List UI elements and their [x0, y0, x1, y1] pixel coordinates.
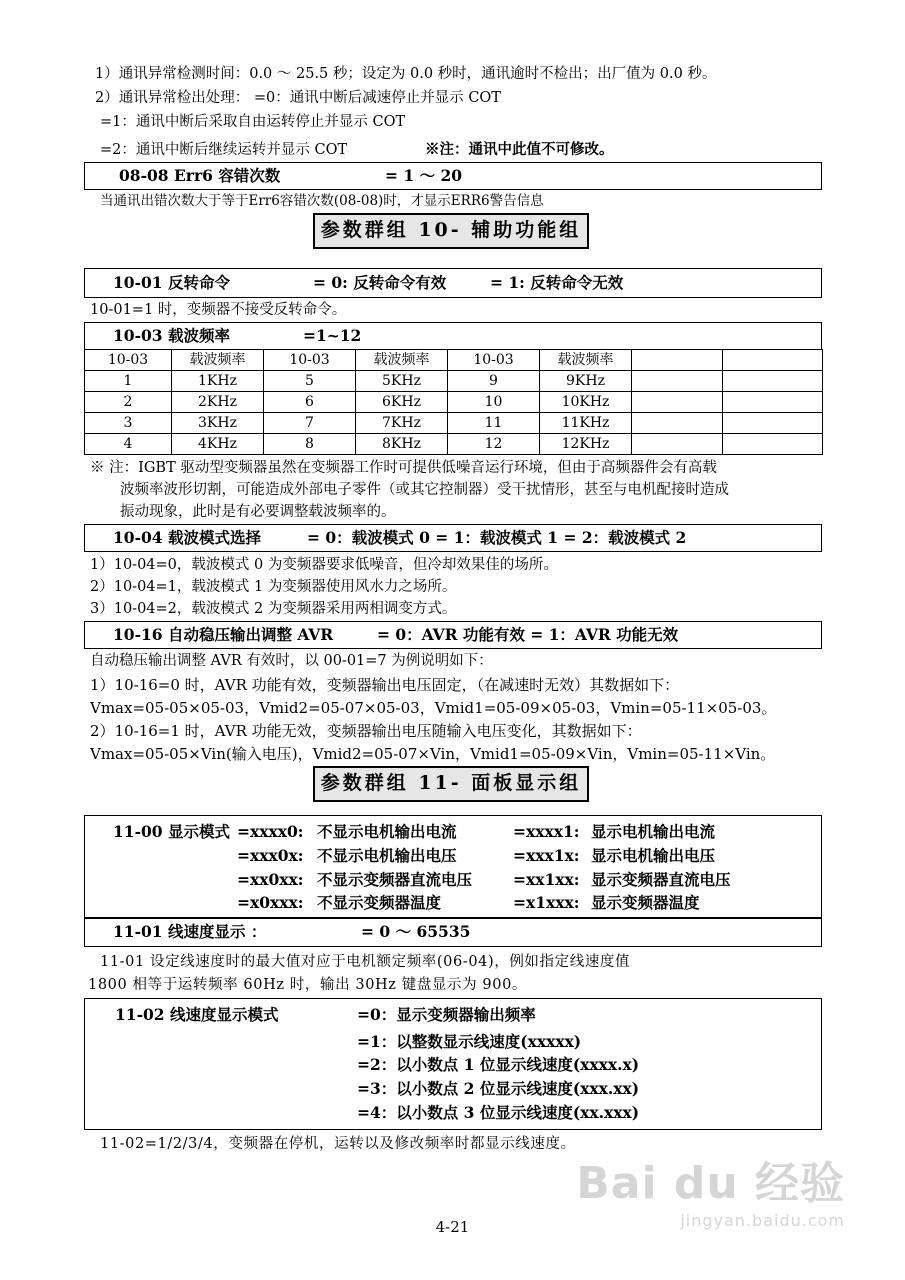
table-row	[85, 434, 823, 455]
param-11-01-range: = 0 ～ 65535	[361, 922, 471, 941]
table-cell: 1	[85, 371, 172, 392]
option-label: 显示变频器温度	[591, 893, 700, 912]
option-label: 不显示电机输出电压	[317, 846, 457, 865]
param-11-01-desc-1: 11-01 设定线速度时的最大值对应于电机额定频率(06-04)，例如指定线速度值	[100, 954, 631, 970]
table-cell: 1KHz	[172, 371, 264, 392]
baidu-jingyan-watermark	[576, 1147, 845, 1230]
table-cell: 3	[85, 413, 172, 434]
table-cell: 12	[448, 434, 540, 455]
param-08-08-box	[84, 162, 822, 190]
option-code: =x0xxx:	[237, 893, 304, 912]
option-code: =xxxx1:	[513, 822, 580, 841]
table-empty-cell	[723, 371, 823, 392]
carrier-note-line-2: 波频率波形切割，可能造成外部电子零件（或其它控制器）受干扰情形，甚至与电机配接时造成	[120, 482, 729, 498]
param-10-16-options: = 0：AVR 功能有效 = 1：AVR 功能无效	[377, 625, 679, 644]
display-mode-option: =2：以小数点 1 位显示线速度(xxxx.x)	[357, 1055, 640, 1074]
table-cell: 5	[264, 371, 356, 392]
table-empty-cell	[723, 392, 823, 413]
table-cell: 10	[448, 392, 540, 413]
table-cell: 6KHz	[356, 392, 448, 413]
option-code: =xxxx0:	[237, 822, 304, 841]
carrier-note-line-3: 振动现象，此时是有必要调整载波频率的。	[120, 504, 396, 520]
table-cell: 8	[264, 434, 356, 455]
table-cell: 6	[264, 392, 356, 413]
comm-line-1: 1）通讯异常检测时间：0.0 ～ 25.5 秒；设定为 0.0 秒时，通讯逾时不检出；出厂值为 0.0 秒。	[95, 66, 717, 82]
param-10-01-opt1: = 1: 反转命令无效	[490, 273, 624, 292]
table-header-cell: 10-03	[264, 350, 356, 371]
param-11-02-title: 11-02 线速度显示模式	[115, 1005, 279, 1024]
param-10-16-desc-5: Vmax=05-05×Vin(输入电压)，Vmid2=05-07×Vin，Vmid1=05-09×Vin，Vmin=05-11×Vin。	[90, 745, 776, 763]
param-10-16-box	[84, 621, 822, 649]
watermark-logo: Bai du 经验	[576, 1158, 845, 1209]
display-mode-option: =4：以小数点 3 位显示线速度(xx.xxx)	[357, 1103, 640, 1122]
option-label: 不显示变频器温度	[317, 893, 442, 912]
param-10-16-desc-1: 自动稳压输出调整 AVR 有效时，以 00-01=7 为例说明如下：	[90, 653, 493, 669]
table-cell: 9	[448, 371, 540, 392]
option-code: =xxx1x:	[513, 846, 580, 865]
page-number: 4-21	[435, 1218, 470, 1236]
display-mode-option: =0：显示变频器输出频率	[357, 1005, 536, 1024]
comm-note: ※注：通讯中此值不可修改。	[425, 141, 614, 158]
param-10-16-desc-4: 2）10-16=1 时，AVR 功能无效，变频器输出电压随输入电压变化，其数据如下：	[90, 722, 642, 740]
table-cell: 4KHz	[172, 434, 264, 455]
param-10-01-title: 10-01 反转命令	[113, 273, 230, 292]
param-10-04-box	[84, 524, 822, 552]
table-empty-cell	[632, 350, 723, 371]
table-empty-cell	[723, 413, 823, 434]
table-empty-cell	[632, 413, 723, 434]
carrier-note-line-1: ※ 注：IGBT 驱动型变频器虽然在变频器工作时可提供低噪音运行环境，但由于高频器件会有高载	[90, 460, 717, 476]
param-10-04-desc-2: 2）10-04=1，载波模式 1 为变频器使用风水力之场所。	[90, 579, 457, 595]
param-11-01-desc-2: 1800 相等于运转频率 60Hz 时，输出 30Hz 键盘显示为 900。	[88, 977, 528, 993]
display-mode-option: =3：以小数点 2 位显示线速度(xxx.xx)	[357, 1079, 640, 1098]
table-cell: 2KHz	[172, 392, 264, 413]
param-10-03-title: 10-03 载波频率	[113, 326, 230, 345]
table-row	[85, 371, 823, 392]
table-empty-cell	[632, 434, 723, 455]
param-08-08-title: 08-08 Err6 容错次数	[119, 166, 281, 185]
param-10-04-title: 10-04 载波模式选择	[113, 528, 261, 547]
option-label: 不显示电机输出电流	[317, 822, 457, 841]
watermark-url: jingyan.baidu.com	[680, 1211, 845, 1230]
table-cell: 10KHz	[540, 392, 632, 413]
table-row	[85, 413, 823, 434]
param-10-04-desc-1: 1）10-04=0，载波模式 0 为变频器要求低噪音，但冷却效果佳的场所。	[90, 557, 558, 573]
table-cell: 3KHz	[172, 413, 264, 434]
option-label: 显示电机输出电流	[591, 822, 716, 841]
param-11-02-box	[84, 998, 822, 1130]
group-11-header: 参数群组 11- 面板显示组	[313, 766, 589, 802]
param-11-00-box	[84, 815, 822, 919]
table-header-cell: 10-03	[85, 350, 172, 371]
table-header-cell: 载波频率	[540, 350, 632, 371]
table-cell: 2	[85, 392, 172, 413]
table-empty-cell	[632, 392, 723, 413]
option-code: =xx1xx:	[513, 870, 580, 889]
comm-line-2: 2）通讯异常检出处理： =0：通讯中断后减速停止并显示 COT	[95, 90, 501, 106]
param-10-03-box	[84, 322, 822, 350]
table-empty-cell	[723, 350, 823, 371]
table-header-row	[85, 350, 823, 371]
carrier-frequency-table	[84, 349, 823, 455]
option-label: 不显示变频器直流电压	[317, 870, 473, 889]
param-10-16-desc-2: 1）10-16=0 时，AVR 功能有效，变频器输出电压固定，（在减速时无效）其数据如下：	[90, 676, 680, 694]
param-11-01-box	[84, 917, 822, 947]
table-cell: 9KHz	[540, 371, 632, 392]
param-10-01-desc: 10-01=1 时，变频器不接受反转命令。	[90, 302, 347, 318]
option-label: 显示电机输出电压	[591, 846, 716, 865]
option-code: =x1xxx:	[513, 893, 580, 912]
param-10-16-desc-3: Vmax=05-05×05-03，Vmid2=05-07×05-03，Vmid1=05-09×05-03，Vmin=05-11×05-03。	[90, 699, 777, 717]
table-cell: 11	[448, 413, 540, 434]
option-code: =xx0xx:	[237, 870, 304, 889]
param-10-04-desc-3: 3）10-04=2，载波模式 2 为变频器采用两相调变方式。	[90, 601, 457, 617]
param-10-16-title: 10-16 自动稳压输出调整 AVR	[113, 625, 334, 644]
table-header-cell: 10-03	[448, 350, 540, 371]
param-10-04-options: = 0：载波模式 0 = 1：载波模式 1 = 2：载波模式 2	[307, 528, 687, 547]
table-cell: 4	[85, 434, 172, 455]
param-08-08-desc: 当通讯出错次数大于等于Err6容错次数(08-08)时，才显示ERR6警告信息	[100, 193, 544, 209]
group-10-header: 参数群组 10- 辅助功能组	[313, 213, 589, 249]
table-cell: 8KHz	[356, 434, 448, 455]
param-11-00-title: 11-00 显示模式	[113, 822, 230, 841]
table-cell: 7	[264, 413, 356, 434]
table-header-cell: 载波频率	[356, 350, 448, 371]
param-11-02-desc: 11-02=1/2/3/4，变频器在停机，运转以及修改频率时都显示线速度。	[100, 1136, 576, 1152]
param-08-08-range: = 1 ～ 20	[385, 166, 463, 185]
param-10-01-opt0: = 0: 反转命令有效	[313, 273, 447, 292]
option-code: =xxx0x:	[237, 846, 304, 865]
table-cell: 12KHz	[540, 434, 632, 455]
table-empty-cell	[723, 434, 823, 455]
table-cell: 7KHz	[356, 413, 448, 434]
param-10-01-box	[84, 268, 822, 298]
table-empty-cell	[632, 371, 723, 392]
table-header-cell: 载波频率	[172, 350, 264, 371]
comm-line-3: =1：通讯中断后采取自由运转停止并显示 COT	[100, 114, 406, 130]
param-11-01-title: 11-01 线速度显示 ：	[113, 922, 267, 941]
param-10-03-range: =1~12	[303, 326, 362, 345]
table-row	[85, 392, 823, 413]
display-mode-option: =1：以整数显示线速度(xxxxx)	[357, 1032, 582, 1051]
table-cell: 11KHz	[540, 413, 632, 434]
table-cell: 5KHz	[356, 371, 448, 392]
comm-line-4: =2：通讯中断后继续运转并显示 COT	[100, 142, 348, 158]
option-label: 显示变频器直流电压	[591, 870, 731, 889]
